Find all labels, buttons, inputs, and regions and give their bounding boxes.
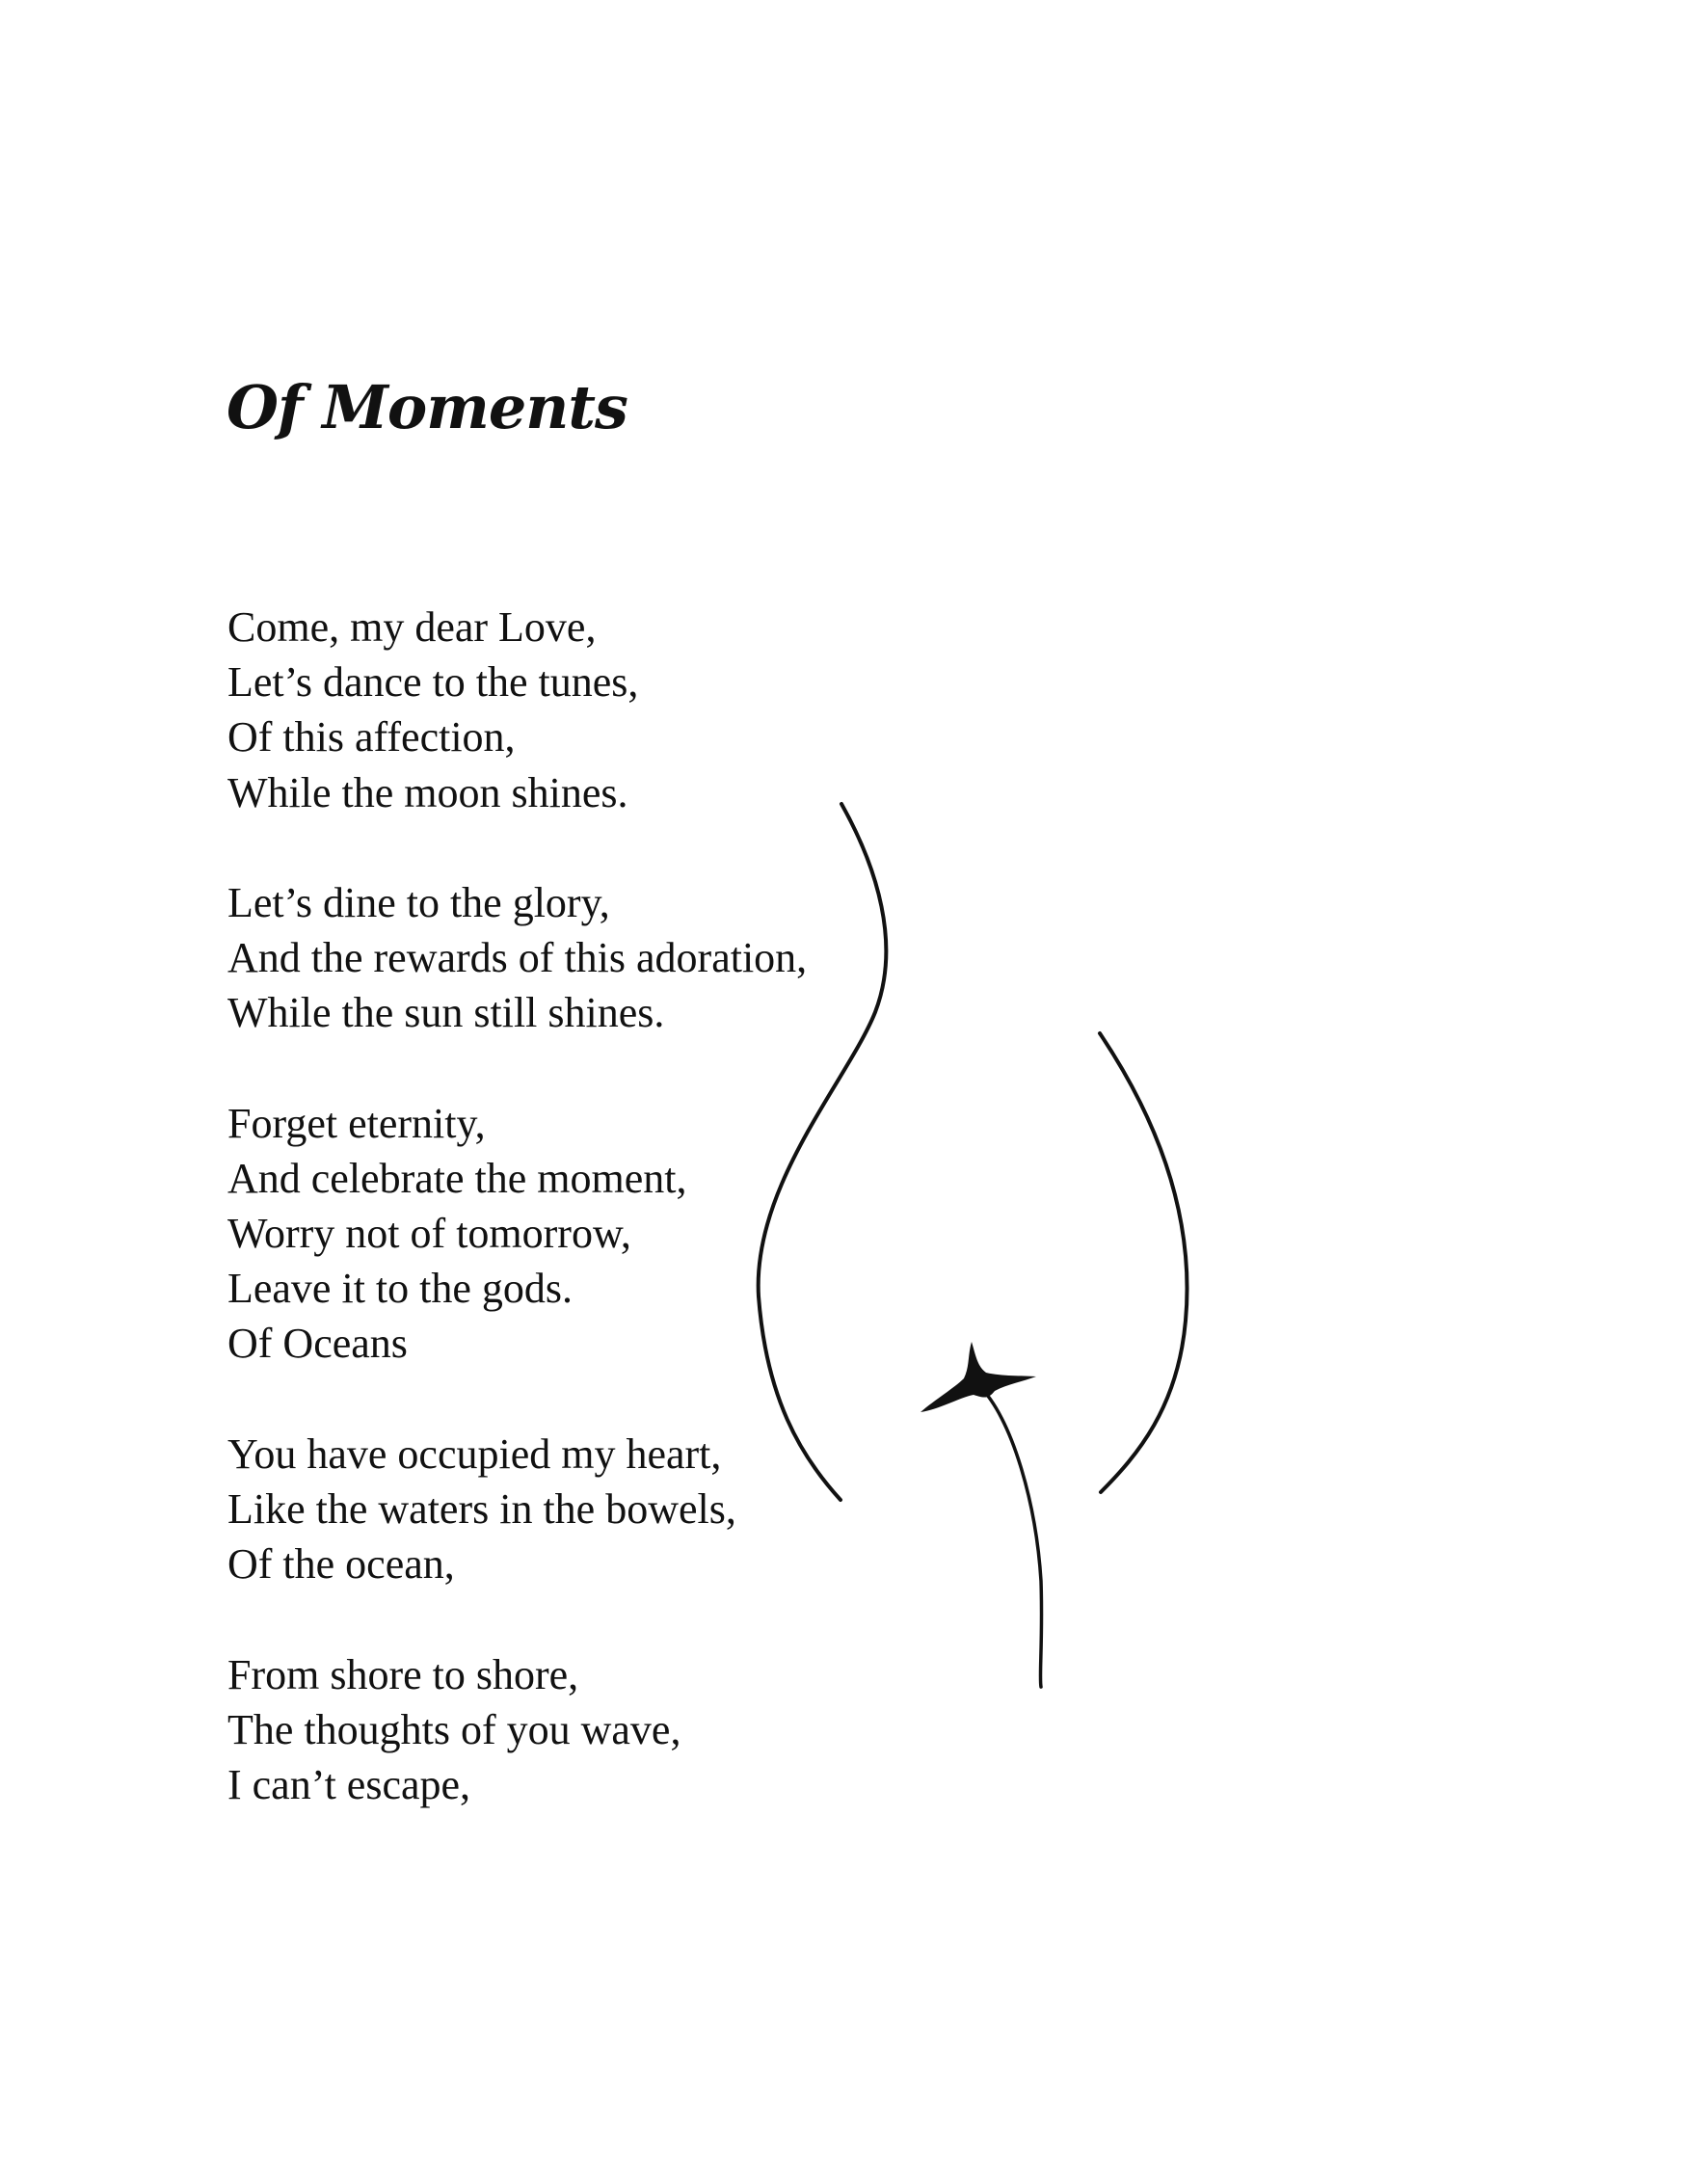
- poem-line: Like the waters in the bowels,: [227, 1485, 736, 1533]
- stanza-break: [227, 1372, 807, 1427]
- right-contour-stroke: [1100, 1033, 1188, 1492]
- poem-line: Of Oceans: [227, 1320, 408, 1368]
- stanza-break: [227, 820, 807, 875]
- poem-body: [227, 600, 807, 1812]
- poem-line: And celebrate the moment,: [227, 1154, 687, 1202]
- poem-line: Forget eternity,: [227, 1099, 486, 1147]
- poem-line: Worry not of tomorrow,: [227, 1210, 631, 1258]
- poem-line: Of this affection,: [227, 713, 516, 761]
- stanza-break: [227, 1591, 807, 1646]
- stanza-break: [227, 1041, 807, 1096]
- poem-line: Let’s dance to the tunes,: [227, 658, 639, 707]
- poem-line: I can’t escape,: [227, 1760, 471, 1808]
- navel-mark: [921, 1342, 1036, 1412]
- poem-line: From shore to shore,: [227, 1650, 579, 1698]
- poem-line: And the rewards of this adoration,: [227, 934, 808, 982]
- poem-line: Let’s dine to the glory,: [227, 878, 610, 926]
- poem-line: You have occupied my heart,: [227, 1429, 722, 1478]
- poem-line: While the sun still shines.: [227, 989, 665, 1037]
- center-line-stroke: [978, 1385, 1042, 1687]
- poem-line: The thoughts of you wave,: [227, 1705, 681, 1753]
- poem-line: Come, my dear Love,: [227, 603, 597, 651]
- poem-line: Of the ocean,: [227, 1540, 455, 1589]
- poem-line: While the moon shines.: [227, 768, 628, 816]
- poem-title: Of Moments: [227, 372, 627, 442]
- poem-line: Leave it to the gods.: [227, 1265, 574, 1313]
